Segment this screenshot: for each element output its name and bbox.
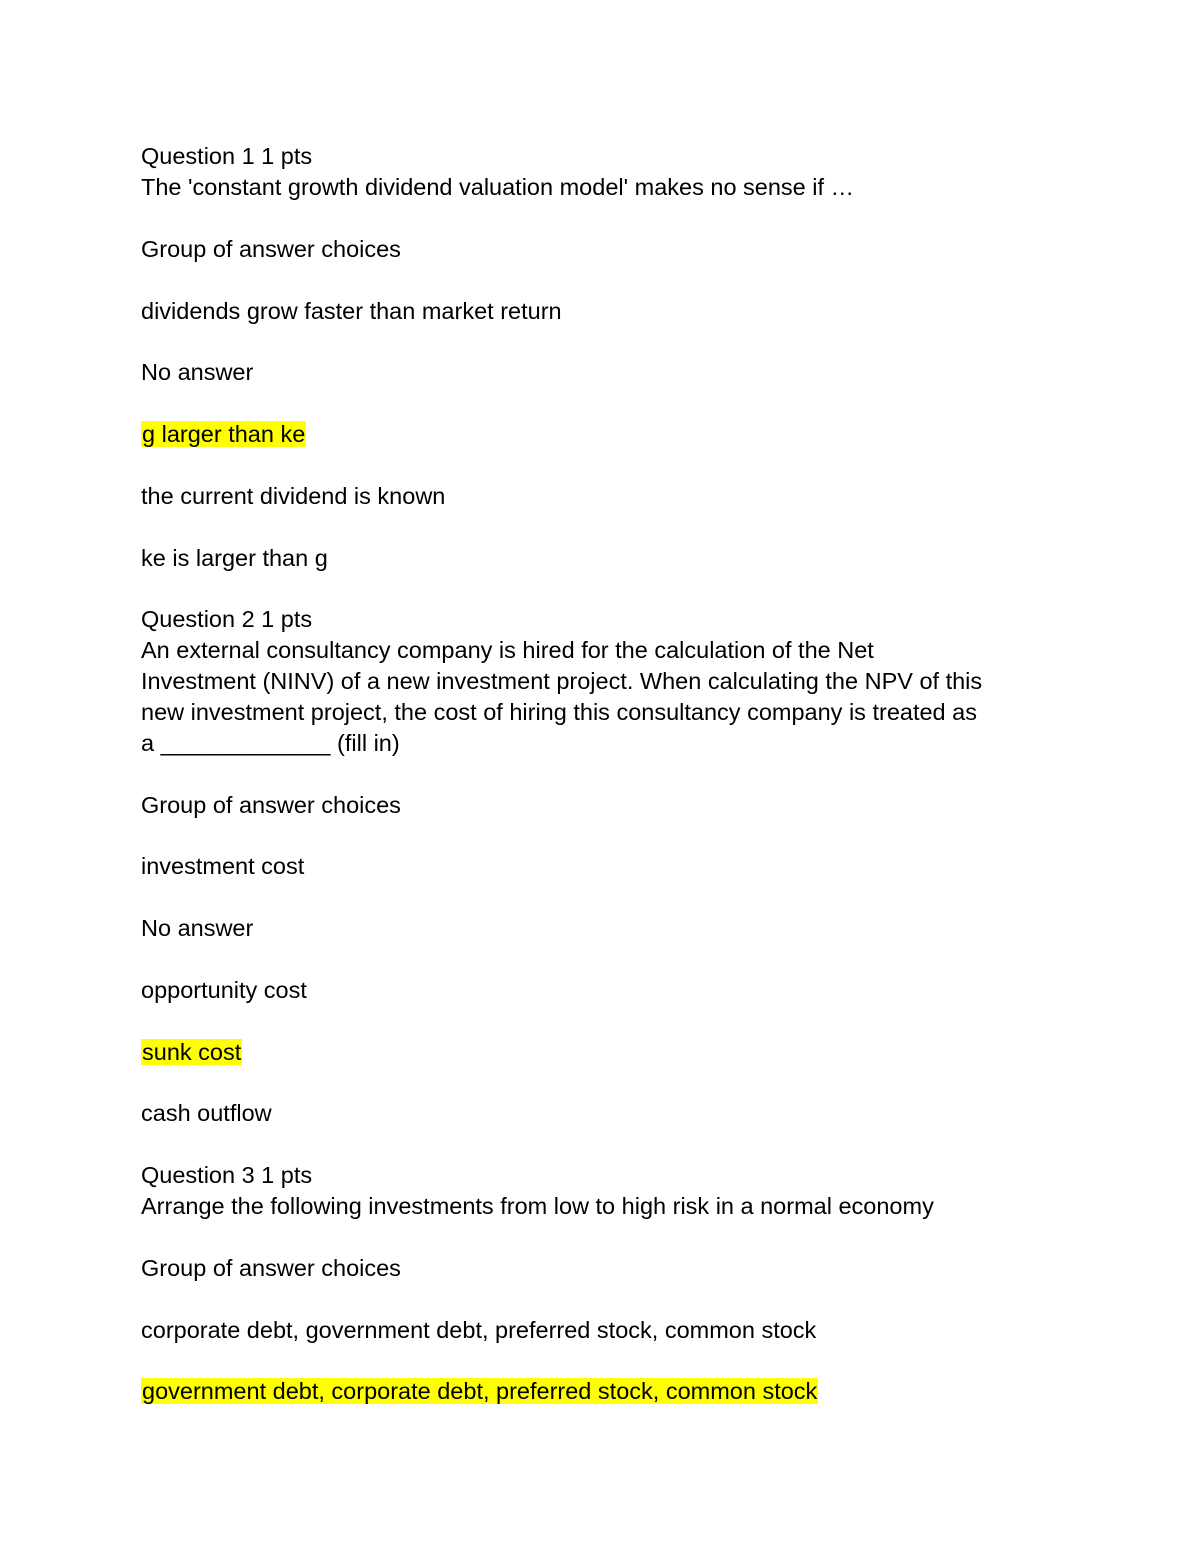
- choice-text: dividends grow faster than market return: [141, 298, 562, 324]
- choice-text: opportunity cost: [141, 977, 307, 1003]
- question-3-choice-1: [141, 1315, 816, 1346]
- question-3-choice-2: [141, 1376, 818, 1407]
- question-2-prompt-line: a _____________ (fill in): [141, 730, 400, 756]
- question-2-choice-1: [141, 851, 304, 882]
- choice-text: the current dividend is known: [141, 483, 446, 509]
- highlighted-answer: government debt, corporate debt, preferred stock, common stock: [142, 1378, 818, 1404]
- question-1-choice-4: [141, 481, 445, 512]
- question-2-group-label: Group of answer choices: [141, 792, 401, 818]
- choice-text: No answer: [141, 359, 254, 385]
- question-2-prompt-line: new investment project, the cost of hiring this consultancy company is treated as: [141, 699, 977, 725]
- choice-text: corporate debt, government debt, preferred stock, common stock: [141, 1317, 817, 1343]
- question-3-prompt-line: Arrange the following investments from low to high risk in a normal economy: [141, 1193, 934, 1219]
- question-2-choice-4: [141, 1037, 242, 1068]
- question-2-header: Question 2 1 pts: [141, 606, 313, 632]
- question-2-choice-5: [141, 1098, 272, 1129]
- highlighted-answer: sunk cost: [142, 1039, 242, 1065]
- question-1-choice-2: [141, 357, 253, 388]
- choice-text: investment cost: [141, 853, 305, 879]
- question-1-choice-1: [141, 296, 562, 327]
- question-2-prompt-line: Investment (NINV) of a new investment project. When calculating the NPV of this: [141, 668, 983, 694]
- question-1-choice-3: [141, 419, 306, 450]
- choice-text: ke is larger than g: [141, 545, 328, 571]
- question-3-header: Question 3 1 pts: [141, 1162, 313, 1188]
- question-1-choice-5: [141, 543, 328, 574]
- question-2-choice-2: [141, 913, 253, 944]
- question-3-group-label: Group of answer choices: [141, 1255, 401, 1281]
- choice-text: No answer: [141, 915, 254, 941]
- question-1-prompt-line: The 'constant growth dividend valuation model' makes no sense if …: [141, 174, 855, 200]
- question-1-group-label: Group of answer choices: [141, 236, 401, 262]
- highlighted-answer: g larger than ke: [142, 421, 306, 447]
- question-1-header: Question 1 1 pts: [141, 143, 313, 169]
- question-2-prompt-line: An external consultancy company is hired for the calculation of the Net: [141, 637, 874, 663]
- choice-text: cash outflow: [141, 1100, 272, 1126]
- question-2-choice-3: [141, 975, 307, 1006]
